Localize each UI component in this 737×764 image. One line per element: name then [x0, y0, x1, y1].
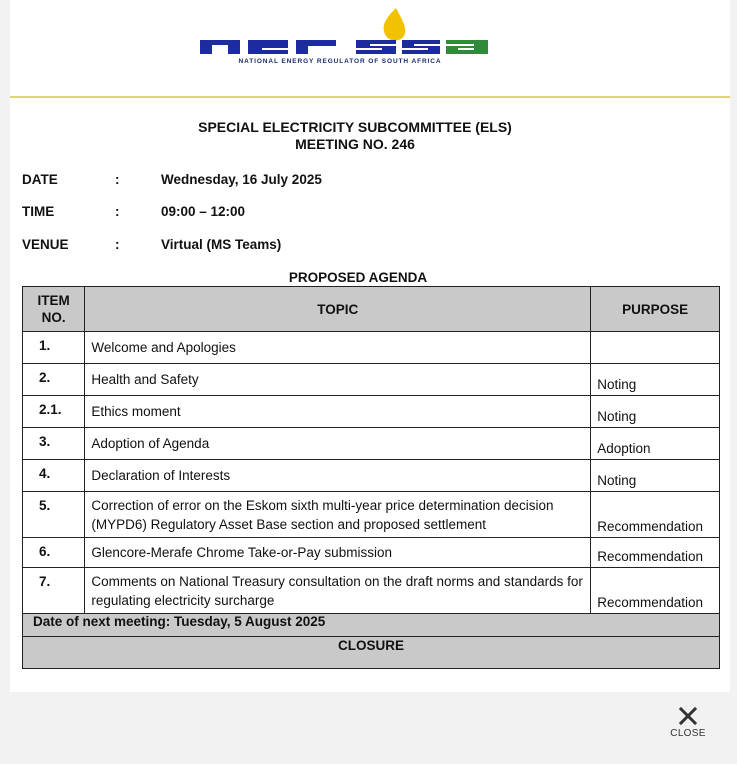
- item-topic: Correction of error on the Eskom sixth multi-year price determination decision (MYPD6) Regulatory Asset Base section and proposed settlement: [85, 492, 591, 538]
- item-number: 4.: [23, 460, 85, 492]
- table-header-row: [23, 287, 720, 332]
- item-purpose: Recommendation: [591, 568, 720, 614]
- header-divider: [10, 96, 730, 98]
- item-topic: Glencore-Merafe Chrome Take-or-Pay submission: [85, 538, 591, 568]
- meta-colon: :: [115, 204, 120, 219]
- table-row: [23, 364, 720, 396]
- meta-colon: :: [115, 172, 120, 187]
- item-number: 5.: [23, 492, 85, 538]
- table-row: [23, 568, 720, 614]
- item-purpose: Adoption: [591, 428, 720, 460]
- header-item-no: [23, 287, 85, 332]
- item-number: 2.: [23, 364, 85, 396]
- item-purpose: Noting: [591, 364, 720, 396]
- meta-value: Virtual (MS Teams): [161, 237, 282, 252]
- closure-text: CLOSURE: [23, 637, 720, 669]
- document-page: [10, 0, 730, 692]
- item-topic: Declaration of Interests: [85, 460, 591, 492]
- item-purpose: Recommendation: [591, 538, 720, 568]
- meeting-number: MEETING NO. 246: [295, 136, 415, 152]
- close-icon: [678, 706, 698, 726]
- item-topic: Welcome and Apologies: [85, 332, 591, 364]
- item-purpose: Noting: [591, 396, 720, 428]
- next-meeting-text: Date of next meeting: Tuesday, 5 August 2025: [23, 614, 720, 637]
- nersa-wordmark-graphic: [190, 6, 500, 58]
- table-row: [23, 428, 720, 460]
- item-topic: Health and Safety: [85, 364, 591, 396]
- close-button[interactable]: [668, 706, 708, 752]
- meta-value: 09:00 – 12:00: [161, 204, 246, 219]
- next-meeting-row: [23, 614, 720, 637]
- item-number: 3.: [23, 428, 85, 460]
- item-purpose: Noting: [591, 460, 720, 492]
- committee-title: SPECIAL ELECTRICITY SUBCOMMITTEE (ELS): [198, 119, 512, 135]
- meta-key: DATE: [22, 172, 58, 187]
- header-purpose: PURPOSE: [591, 287, 720, 332]
- table-row: [23, 492, 720, 538]
- logo-subtitle: NATIONAL ENERGY REGULATOR OF SOUTH AFRICA: [238, 58, 442, 65]
- agenda-title: PROPOSED AGENDA: [288, 270, 428, 285]
- item-number: 6.: [23, 538, 85, 568]
- header-item-label: ITEM: [37, 293, 70, 308]
- meta-colon: :: [115, 237, 120, 252]
- item-topic: Comments on National Treasury consultation on the draft norms and standards for regulating electricity surcharge: [85, 568, 591, 614]
- item-number: 1.: [23, 332, 85, 364]
- table-row: [23, 332, 720, 364]
- close-label: CLOSE: [670, 728, 706, 739]
- table-row: [23, 460, 720, 492]
- closure-row: [23, 637, 720, 669]
- header-topic: TOPIC: [85, 287, 591, 332]
- item-number: 7.: [23, 568, 85, 614]
- table-row: [23, 396, 720, 428]
- item-purpose: Recommendation: [591, 492, 720, 538]
- document-heading: [10, 119, 700, 153]
- table-row: [23, 538, 720, 568]
- item-topic: Ethics moment: [85, 396, 591, 428]
- item-number: 2.1.: [23, 396, 85, 428]
- meta-key: TIME: [22, 204, 55, 219]
- meta-key: VENUE: [22, 237, 69, 252]
- item-topic: Adoption of Agenda: [85, 428, 591, 460]
- meta-value: Wednesday, 16 July 2025: [161, 172, 322, 187]
- header-no-label: NO.: [41, 310, 66, 325]
- nersa-logo: [190, 6, 500, 68]
- agenda-table: [22, 286, 720, 669]
- item-purpose: [591, 332, 720, 364]
